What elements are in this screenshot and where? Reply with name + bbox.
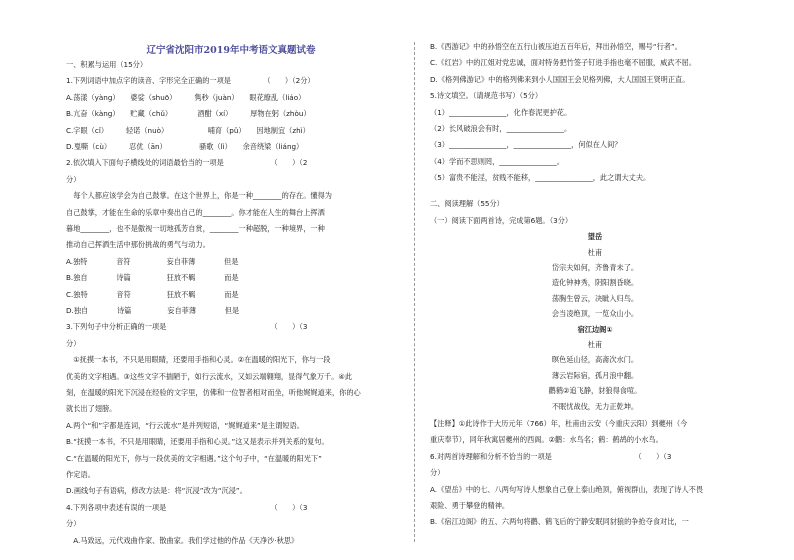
question-line: 暮地________，也不是傲视一切地孤芳自赏，________一种超脱，一种境界，一种 [66, 224, 325, 233]
question-line: D.戛嘶（cù） 忍优（ān） 骚歌（lì） 余音绕梁（liáng） [66, 142, 304, 151]
question-line: 4.下列各项中表述有误的一项是 （ ）（3 [66, 502, 308, 512]
poem-line: 鹳鹤②追飞静，豺狼得食喧。 [548, 386, 642, 396]
question-line: 优美的文字相遇。③这些文字不揣陋于，如行云流水，又如云端翱翔，显得气象万千。④此 [66, 371, 353, 381]
question-line: 分） [66, 338, 81, 348]
question-line: B.《宿江边阁》的五、六两句将鹳、鹤飞后的宁静安眠同豺狼的争抢夺食对比，一 [430, 517, 689, 527]
question-line: 就长出了翅膀。 [66, 404, 117, 414]
poem-line: 暝色延山径，高斋次水门。 [551, 355, 639, 365]
question-line: D.《格列佛游记》中的格列佛来到小人国国王会见格列佛，大人国国王贤明正直。 [430, 74, 690, 84]
question-line: 分） [66, 174, 81, 184]
question-line: A.《望岳》中的七、八两句写诗人想象自己登上泰山绝顶，俯视群山，表现了诗人不畏 [430, 484, 704, 494]
question-line: 分） [66, 519, 81, 529]
question-line: （5）富贵不能淫，贫贱不能移，________________，此之谓大丈夫。 [430, 173, 651, 183]
question-line: 作定语。 [66, 470, 95, 479]
poem-line: 会当凌绝顶，一览众山小。 [551, 309, 639, 319]
question-line: D.独自 诗篇 妄自菲薄 但是 [66, 306, 240, 315]
question-line: （一）阅读下面两首诗，完成第6题。（3分） [430, 215, 573, 225]
question-line: 分） [430, 468, 445, 478]
poem-title: 宿江边阁① [577, 324, 613, 334]
exam-title: 辽宁省沈阳市2019年中考语文真题试卷 [146, 45, 316, 56]
question-line: C.字眼（cǐ） 轻诺（nuò） 哺育（pǔ） 因地制宜（zhì） [66, 125, 310, 135]
question-line: 5.诗文填空。（请规范书写）（5分） [430, 91, 543, 101]
question-line: 1.下列词语中加点字的读音、字形完全正确的一项是 （ ）（2分） [66, 76, 315, 86]
question-line: 刻，在温暖的阳光下沉浸在经验的文字里，仿佛和一位智者相对而坐，听他娓娓道来，你的心 [66, 388, 361, 397]
question-line: C.“在温暖的阳光下，你与一段优美的文字相遇。”这个句子中，“在温暖的阳光下” [66, 453, 322, 463]
question-line: （2）长风破浪会有时，________________。 [430, 124, 572, 133]
question-line: 3.下列句子中分析正确的一项是 （ ）（3 [66, 322, 308, 332]
question-line: （1）________________，化作春泥更护花。 [430, 107, 572, 117]
question-line: B.亢奋（kàng） 贮藏（chǔ） 酒酣（xí） 厚物在躬（zhòu） [66, 109, 311, 119]
section-heading: 一、积累与运用（15分） [66, 60, 148, 69]
question-line: C.独特 音符 狂放不羁 而是 [66, 289, 239, 299]
question-line: ①抚摸一本书，不只是用眼睛，还要用手指和心灵。②在温暖的阳光下，你与一段 [66, 355, 331, 365]
question-line: 6.对两首诗理解和分析不恰当的一项是 （ ）（3 [430, 451, 672, 461]
question-line: 【注释】①此诗作于大历元年（766）年，杜甫由云安（今重庆云阳）到夔州（今 [430, 419, 688, 429]
question-line: C.《红岩》中的江姐对党忠诚，面对特务把竹签子钉进手指也毫不屈服，威武不屈。 [430, 58, 697, 68]
question-line: A.马致远，元代戏曲作家、散曲家。我们学过他的作品《天净沙·秋思》 [66, 535, 299, 545]
question-line: 二、阅读理解（55分） [430, 199, 504, 209]
poem-title: 望岳 [587, 232, 603, 242]
poem-author: 杜甫 [587, 340, 603, 350]
poem-author: 杜甫 [587, 247, 603, 257]
question-line: B.独自 诗篇 狂放不羁 而是 [66, 273, 239, 283]
poem-line: 不眠忧战伐，无力正乾坤。 [551, 401, 639, 411]
question-line: A.独特 音符 妄自菲薄 但是 [66, 256, 239, 266]
poem-line: 荡胸生曾云，决眦入归鸟。 [551, 293, 639, 303]
question-line: B.《西游记》中的孙悟空在五行山被压迫五百年后，拜出孙悟空，赐号“行者”。 [430, 42, 682, 51]
question-line: （3）________________，________________，何似在人间？ [430, 140, 622, 150]
poem-line: 造化钟神秀，阴阳割昏晓。 [551, 278, 639, 288]
question-line: 艰险、勇于攀登的精神。 [430, 501, 510, 511]
question-line: 重庆奉节），同年秋寓居夔州的西阁。②鹳：水鸟名；鹤：鹤鸪的小水鸟。 [430, 435, 663, 445]
column-divider [414, 42, 415, 542]
question-line: A.两个“和”字都是连词，“行云流水”是并列短语，“娓娓道来”是主谓短语。 [66, 420, 304, 430]
poem-line: 薄云岩际宿，孤月浪中翻。 [551, 370, 639, 380]
question-line: 每个人都应该学会为自己鼓掌。在这个世界上，你是一种________的存在。懂得为 [66, 191, 332, 201]
poem-line: 岱宗夫如何，齐鲁青未了。 [551, 263, 639, 273]
question-line: 2.依次填入下面句子横线处的词语最恰当的一项是 （ ）（2 [66, 158, 308, 168]
question-line: （4）学而不思则罔，________________。 [430, 156, 564, 166]
question-line: 推动自己挥洒生活中那份挑战的勇气与动力。 [66, 240, 210, 250]
question-line: D.画线句子有语病，修改方法是：将“沉浸”改为“沉浸”。 [66, 486, 247, 496]
question-line: A.荡漾（yàng） 婆娑（shuō） 隽秒（juàn） 眼花缭乱（liáo） [66, 92, 306, 102]
question-line: B.“抚摸一本书，不只是用眼睛，还要用手指和心灵。”这又是表示并列关系的复句。 [66, 437, 329, 447]
question-line: 自己鼓掌，才能在生命的乐章中奏出自己的________。你才能在人生的舞台上挥洒 [66, 207, 325, 217]
